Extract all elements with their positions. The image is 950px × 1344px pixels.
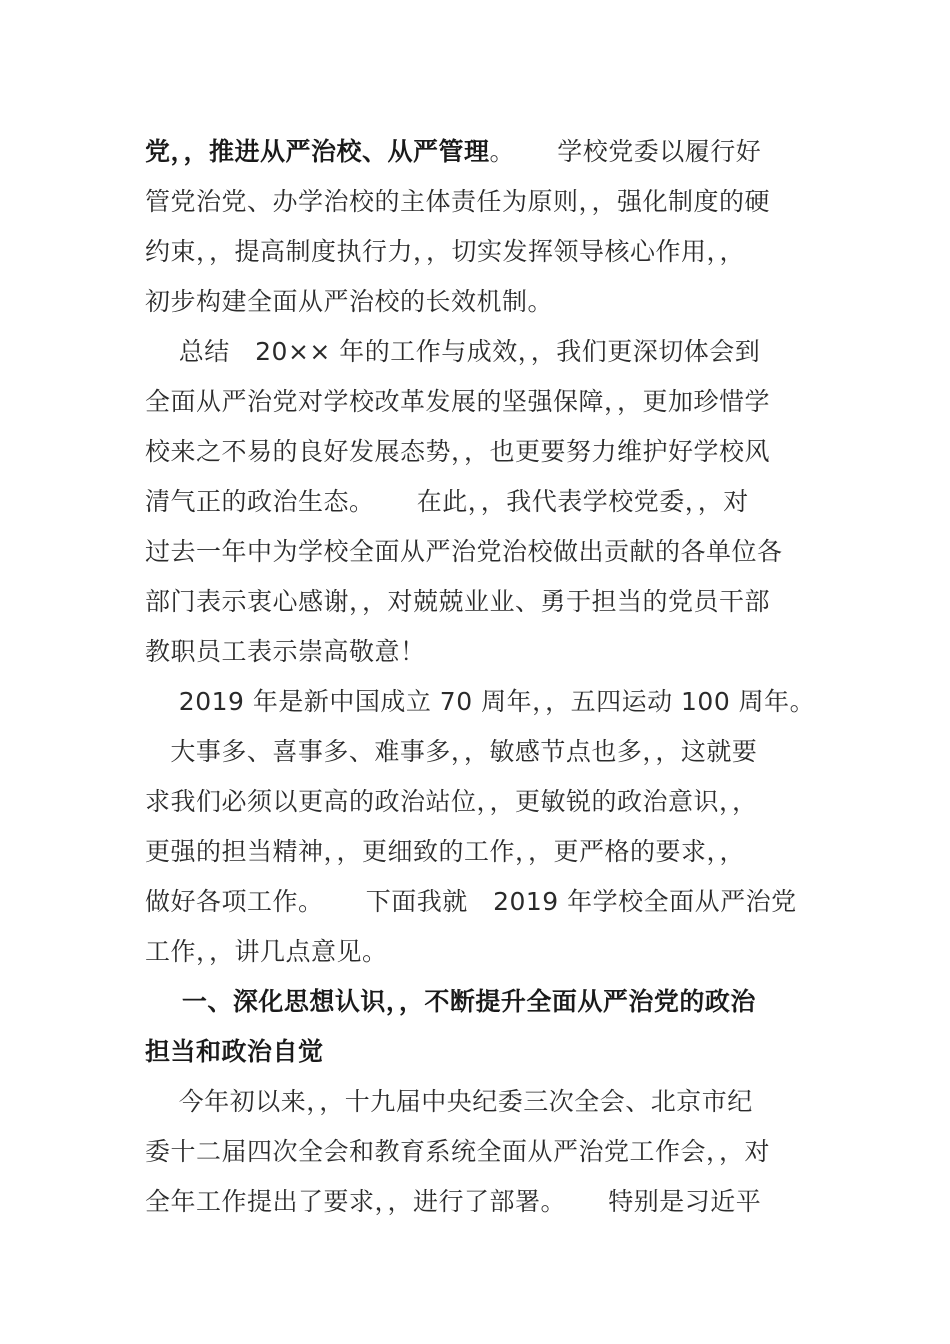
text-line-21: 委十二届四次全会和教育系统全面从严治党工作会，，对 bbox=[145, 1137, 771, 1166]
text-line-3: 约束，，提高制度执行力，，切实发挥领导核心作用，， bbox=[145, 237, 746, 266]
text-line-13: 大事多、喜事多、难事多，，敏感节点也多，，这就要 bbox=[145, 737, 758, 766]
text-line-7: 校来之不易的良好发展态势，，也更要努力维护好学校风 bbox=[145, 437, 771, 466]
bold-phrase: 党，，推进从严治校、从严管理 bbox=[145, 137, 490, 166]
text-line-8: 清气正的政治生态。 在此，，我代表学校党委，，对 bbox=[145, 487, 749, 516]
line-text: 。 学校党委以履行好 bbox=[489, 137, 762, 166]
text-line-12: 2019 年是新中国成立 70 周年，，五四运动 100 周年。 bbox=[145, 687, 816, 716]
text-line-5: 总结 20×× 年的工作与成效，，我们更深切体会到 bbox=[145, 337, 761, 366]
text-line-14: 求我们必须以更高的政治站位，，更敏锐的政治意识，， bbox=[145, 787, 758, 816]
section-heading-line-1: 一、深化思想认识，，不断提升全面从严治党的政治 bbox=[145, 987, 756, 1016]
text-line-2: 管党治党、办学治校的主体责任为原则，，强化制度的硬 bbox=[145, 187, 771, 216]
text-line-16: 做好各项工作。 下面我就 2019 年学校全面从严治党 bbox=[145, 887, 797, 916]
text-line-11: 教职员工表示崇高敬意！ bbox=[145, 637, 426, 666]
text-line-9: 过去一年中为学校全面从严治党治校做出贡献的各单位各 bbox=[145, 537, 783, 566]
text-line-15: 更强的担当精神，，更细致的工作，，更严格的要求，， bbox=[145, 837, 746, 866]
text-line-20: 今年初以来，，十九届中央纪委三次全会、北京市纪 bbox=[145, 1087, 753, 1116]
text-line-17: 工作，，讲几点意见。 bbox=[145, 937, 388, 966]
text-line-6: 全面从严治党对学校改革发展的坚强保障，，更加珍惜学 bbox=[145, 387, 771, 416]
text-line-1 bbox=[145, 132, 761, 172]
text-line-10: 部门表示衷心感谢，，对兢兢业业、勇于担当的党员干部 bbox=[145, 587, 771, 616]
text-line-4: 初步构建全面从严治校的长效机制。 bbox=[145, 287, 554, 316]
text-line-22: 全年工作提出了要求，，进行了部署。 特别是习近平 bbox=[145, 1187, 762, 1216]
section-heading-line-2: 担当和政治自觉 bbox=[145, 1037, 324, 1066]
